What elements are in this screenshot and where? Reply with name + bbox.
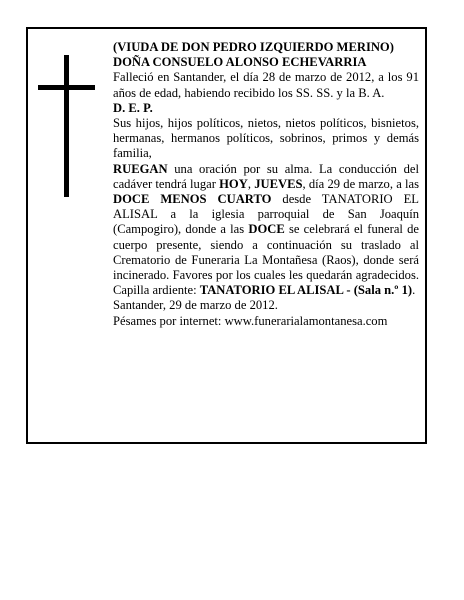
cross-icon <box>64 55 69 197</box>
family-list: Sus hijos, hijos políticos, nietos, nietos políticos, bisnietos, hermanas, hermanos políticos, sobrinos, primos y demás familia, <box>113 116 419 161</box>
date-line: Santander, 29 de marzo de 2012. <box>113 298 278 313</box>
condolences-line: Pésames por internet: www.funerarialamontanesa.com <box>113 313 388 328</box>
widow-of-line: (VIUDA DE DON PEDRO IZQUIERDO MERINO) <box>113 40 394 54</box>
deceased-name: DOÑA CONSUELO ALONSO ECHEVARRIA <box>113 55 367 70</box>
rest-in-peace: D. E. P. <box>113 100 153 115</box>
obituary-text <box>113 40 419 329</box>
cross-icon-bar <box>38 85 95 90</box>
funeral-details: RUEGAN una oración por su alma. La conducción del cadáver tendrá lugar HOY, JUEVES, día 29 de marzo, a las DOCE MENOS CUARTO desde TANATORIO EL ALISAL a la iglesia parroquial de San Joaquín (Campogiro), donde a las DOCE se celebrará el funeral de cuerpo presente, siendo a continuación su traslado al Crematorio de Funeraria La Montañesa (Raos), donde será incinerado. Favores por los cuales les quedarán agradecidos. Capilla ardiente: TANATORIO EL ALISAL - (Sala n.º 1). <box>113 161 420 298</box>
death-statement: Falleció en Santander, el día 28 de marzo de 2012, a los 91 años de edad, habiendo recibido los SS. SS. y la B. A. <box>113 70 419 100</box>
